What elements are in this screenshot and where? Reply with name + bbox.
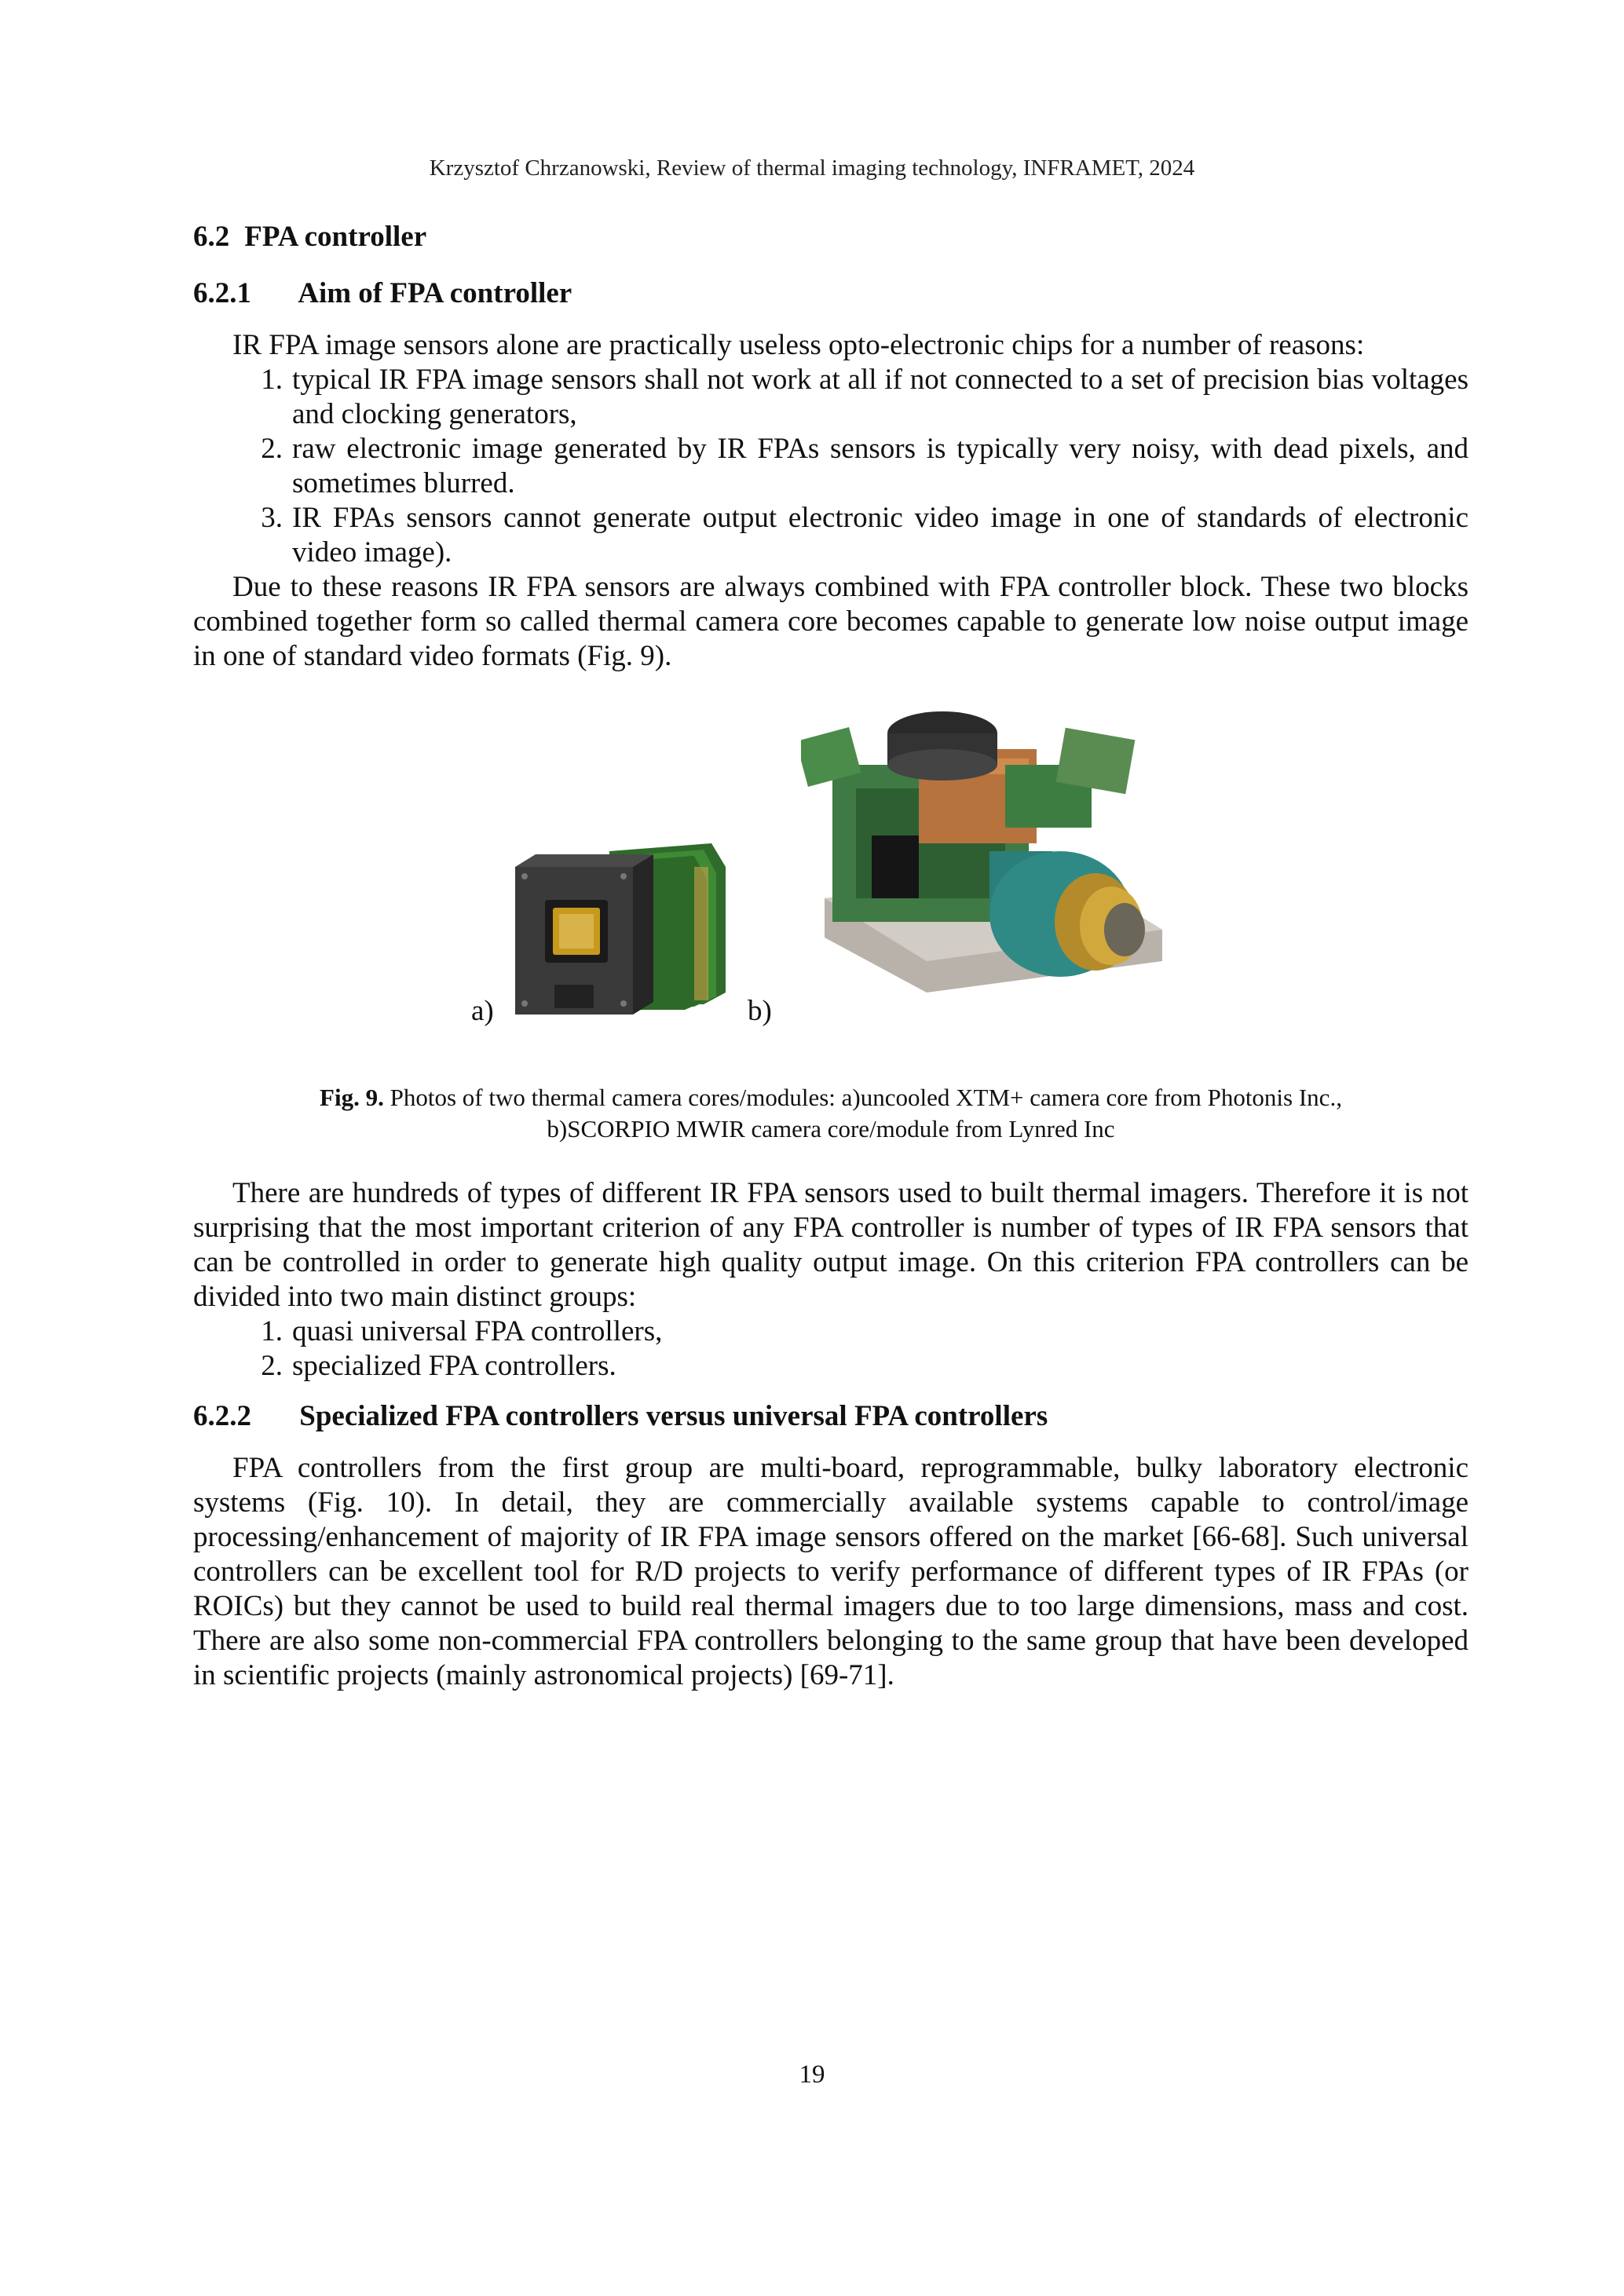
- criterion-paragraph: There are hundreds of types of different IR FPA sensors used to built thermal imagers. Therefore it is not surprising that the most important criterion of any FPA controller is number of types of IR FPA sensors that can be controlled in order to generate high quality output image. On this criterion FPA controllers can be divided into two main distinct groups:: [193, 1177, 1469, 1313]
- subfigure-label-a: a): [471, 995, 494, 1027]
- caption-label: Fig. 9.: [320, 1084, 384, 1111]
- list-marker: 2.: [261, 433, 283, 465]
- page-content: [193, 220, 1469, 1693]
- page-number: 19: [799, 2060, 825, 2089]
- groups-list: [193, 1314, 1469, 1384]
- section-title: Specialized FPA controllers versus universal FPA controllers: [299, 1400, 1048, 1432]
- list-item: [193, 363, 1469, 432]
- caption-text: Photos of two thermal camera cores/modules: a)uncooled XTM+ camera core from Photonis Inc.,: [390, 1084, 1342, 1111]
- intro-paragraph: IR FPA image sensors alone are practically useless opto-electronic chips for a number of reasons:: [232, 329, 1365, 361]
- list-marker: 1.: [261, 1315, 283, 1347]
- list-item-text: typical IR FPA image sensors shall not work at all if not connected to a set of precision bias voltages and clocking generators,: [292, 364, 1469, 430]
- figure-caption: [193, 1082, 1469, 1145]
- section-number: 6.2: [193, 221, 230, 253]
- list-marker: 1.: [261, 364, 283, 396]
- list-item: [193, 1314, 1469, 1349]
- universal-controllers-paragraph: FPA controllers from the first group are multi-board, reprogrammable, bulky laboratory electronic systems (Fig. 10). In detail, they are commercially available systems capable to control/image processing/enhancement of majority of IR FPA image sensors offered on the market [66-68]. Such universal controllers can be excellent tool for R/D projects to verify performance of different types of IR FPAs (or ROICs) but they cannot be used to build real thermal imagers due to too large dimensions, mass and cost. There are also some non-commercial FPA controllers belonging to the same group that have been developed in scientific projects (mainly astronomical projects) [69-71].: [193, 1452, 1469, 1691]
- list-item: [193, 432, 1469, 501]
- list-item: [193, 1349, 1469, 1384]
- caption-line-1: [193, 1082, 1469, 1113]
- reasons-list: [193, 363, 1469, 570]
- list-item: [193, 501, 1469, 570]
- list-item-text: IR FPAs sensors cannot generate output electronic video image in one of standards of electronic video image).: [292, 502, 1469, 569]
- subfigure-label-b: b): [748, 995, 772, 1027]
- list-marker: 3.: [261, 502, 283, 534]
- conclusion-paragraph: Due to these reasons IR FPA sensors are always combined with FPA controller block. These two blocks combined together form so called thermal camera core becomes capable to generate low noise output image in one of standard video formats (Fig. 9).: [193, 571, 1469, 672]
- list-marker: 2.: [261, 1350, 283, 1382]
- section-number: 6.2.1: [193, 277, 251, 309]
- list-item-text: raw electronic image generated by IR FPAs sensors is typically very noisy, with dead pixels, and sometimes blurred.: [292, 433, 1469, 499]
- section-heading-6-2-2: [193, 1399, 1469, 1434]
- section-title: Aim of FPA controller: [298, 277, 572, 309]
- scorpio-camera-core-photo: [801, 702, 1162, 993]
- section-heading-6-2-1: [193, 276, 1469, 311]
- section-title: FPA controller: [244, 221, 427, 253]
- caption-line-2: b)SCORPIO MWIR camera core/module from Lynred Inc: [547, 1115, 1115, 1143]
- section-number: 6.2.2: [193, 1400, 251, 1432]
- list-item-text: quasi universal FPA controllers,: [292, 1315, 663, 1347]
- running-header: Krzysztof Chrzanowski, Review of thermal imaging technology, INFRAMET, 2024: [429, 155, 1195, 181]
- section-heading-6-2: [193, 220, 1469, 254]
- figure-9: [193, 702, 1469, 1071]
- list-item-text: specialized FPA controllers.: [292, 1350, 616, 1382]
- xtm-camera-core-photo: [515, 835, 751, 1016]
